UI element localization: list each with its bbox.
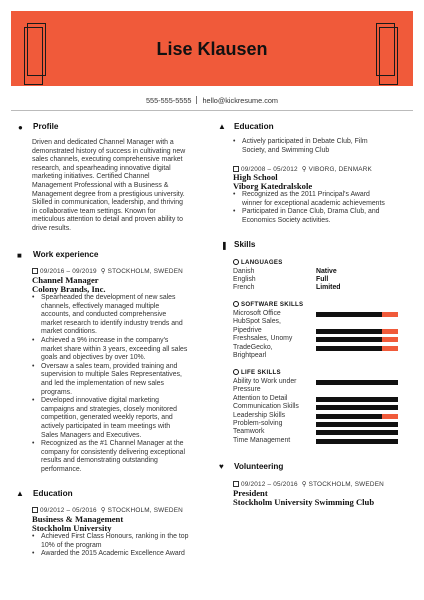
skill-level-fill bbox=[316, 397, 398, 402]
calendar-icon bbox=[32, 268, 38, 274]
skill-level-fill bbox=[316, 439, 398, 444]
skill-level-fill bbox=[316, 422, 398, 427]
education-title: Education bbox=[33, 489, 73, 498]
info-icon bbox=[233, 301, 239, 307]
profile-line: marketing initiatives. Certified Channel bbox=[32, 173, 150, 181]
location-pin-icon: ⚲ bbox=[100, 268, 106, 275]
education-meta bbox=[32, 506, 183, 514]
volunteering-role: President bbox=[233, 488, 268, 498]
profile-line: meticulous attention to detail and proven ability to bbox=[32, 216, 183, 224]
skill-name: Brightpearl bbox=[233, 352, 267, 359]
education-dates: 09/2008 – 05/2012 bbox=[241, 166, 298, 173]
list-item: • Participated in Dance Club, Drama Club, and Economics Society activities. bbox=[230, 208, 415, 225]
work-bullets bbox=[29, 294, 219, 474]
skill-level-fill bbox=[316, 414, 382, 419]
skill-level-bar bbox=[316, 439, 398, 444]
candidate-name: Lise Klausen bbox=[156, 39, 268, 59]
location-pin-icon: ⚲ bbox=[301, 166, 307, 173]
education-right-degree: High School bbox=[233, 172, 278, 182]
work-role: Channel Manager bbox=[32, 275, 99, 285]
skill-level-fill bbox=[316, 346, 382, 351]
education-bullets bbox=[29, 533, 219, 559]
skill-name: Pipedrive bbox=[233, 326, 262, 334]
profile-line: Driven and dedicated Channel Manager with a bbox=[32, 139, 174, 146]
calendar-icon bbox=[32, 507, 38, 513]
skill-name: Pressure bbox=[233, 386, 261, 394]
education-right-bullets bbox=[230, 191, 415, 225]
education-title-right: Education bbox=[234, 122, 274, 131]
skill-level-bar bbox=[316, 329, 398, 334]
volunteering-title: Volunteering bbox=[234, 462, 284, 471]
skill-level-fill bbox=[316, 380, 398, 385]
briefcase-icon: ■ bbox=[17, 251, 22, 260]
skill-name: Attention to Detail bbox=[233, 394, 288, 402]
email-address[interactable]: hello@kickresume.com bbox=[202, 96, 278, 105]
graduation-cap-icon: ▲ bbox=[218, 122, 226, 131]
education-degree: Business & Management bbox=[32, 514, 124, 524]
education-location: VIBORG, DENMARK bbox=[308, 166, 372, 173]
skills-icon: ❚ bbox=[221, 241, 228, 250]
life-skills-subtitle: LIFE SKILLS bbox=[233, 369, 281, 376]
education-right-top-bullets bbox=[230, 138, 415, 155]
skill-name: Ability to Work under bbox=[233, 378, 297, 385]
list-item: • Recognized as the 2011 Principal's Award winner for exceptional academic achievements bbox=[230, 191, 415, 208]
language-level: Full bbox=[316, 276, 329, 283]
languages-subtitle: LANGUAGES bbox=[233, 259, 283, 266]
language-name: Danish bbox=[233, 268, 255, 275]
list-item: • Achieved a 9% increase in the company's market share within 3 years, exceeding all sales goals and objectives by over 10%. bbox=[29, 337, 219, 363]
location-pin-icon: ⚲ bbox=[100, 507, 106, 514]
language-level: Native bbox=[316, 268, 337, 275]
list-item: • Developed innovative digital marketing campaigns and strategies, closely monitored competition, generated weekly reports, and actively participated in team meetings with Sales Managers and Executives. bbox=[29, 397, 219, 440]
work-dates: 09/2016 – 09/2019 bbox=[40, 268, 97, 275]
profile-line: sales channels, executing comprehensive market bbox=[32, 156, 183, 164]
skill-level-bar bbox=[316, 312, 398, 317]
work-meta bbox=[32, 267, 183, 275]
info-icon bbox=[233, 259, 239, 265]
list-item: • Achieved First Class Honours, ranking in the top 10% of the program bbox=[29, 533, 219, 550]
header-divider bbox=[11, 110, 413, 111]
profile-line: Skilled in communication, leadership, and thriving bbox=[32, 199, 183, 207]
volunteering-location: STOCKHOLM, SWEDEN bbox=[308, 481, 384, 488]
skill-level-bar bbox=[316, 422, 398, 427]
location-pin-icon: ⚲ bbox=[301, 481, 307, 488]
heart-icon: ♥ bbox=[219, 462, 224, 471]
list-item: • Actively participated in Debate Club, Film Society, and Swimming Club bbox=[230, 138, 415, 155]
list-item: • Spearheaded the development of new sales channels, effectively managed multiple accounts, and conducted comprehensive market research to identify industry trends and market conditions. bbox=[29, 294, 219, 337]
list-item: • Recognized as the #1 Channel Manager at the company for consistently delivering exceptional results and demonstrating outstanding performance. bbox=[29, 440, 219, 474]
skill-level-fill bbox=[316, 405, 398, 410]
work-company: Colony Brands, Inc. bbox=[32, 284, 106, 294]
education-right-school: Viborg Katedralskole bbox=[233, 181, 313, 191]
skill-level-fill bbox=[316, 329, 382, 334]
skill-level-bar bbox=[316, 405, 398, 410]
calendar-icon bbox=[233, 481, 239, 487]
skill-level-fill bbox=[316, 430, 398, 435]
work-location: STOCKHOLM, SWEDEN bbox=[107, 268, 183, 275]
language-level: Limited bbox=[316, 284, 341, 291]
skill-name: Time Management bbox=[233, 436, 291, 444]
list-item: • Oversaw a sales team, provided training and supervision to multiple Sales Representatives, and led the implementation of new sales programs. bbox=[29, 363, 219, 397]
skill-level-fill bbox=[316, 312, 382, 317]
profile-text bbox=[32, 139, 217, 234]
phone-number: 555-555-5555 bbox=[146, 96, 192, 105]
skill-level-fill bbox=[316, 337, 382, 342]
skill-level-bar bbox=[316, 380, 398, 385]
contact-separator bbox=[196, 96, 197, 104]
skill-name: Freshsales, Unomy bbox=[233, 335, 293, 343]
volunteering-dates: 09/2012 – 05/2016 bbox=[241, 481, 298, 488]
education-location: STOCKHOLM, SWEDEN bbox=[107, 507, 183, 514]
profile-line: demonstrated history of success in cultivating new bbox=[32, 147, 186, 155]
graduation-cap-icon: ▲ bbox=[16, 489, 24, 498]
person-icon: ● bbox=[18, 123, 23, 132]
skill-name: Communication Skills bbox=[233, 403, 299, 411]
header-banner bbox=[11, 11, 413, 86]
education-school: Stockholm University bbox=[32, 523, 112, 533]
skill-name: HubSpot Sales, bbox=[233, 318, 281, 326]
skill-name: Microsoft Office bbox=[233, 310, 281, 317]
profile-line: Management degree from a prestigious university. bbox=[32, 190, 185, 198]
language-name: English bbox=[233, 276, 256, 283]
volunteering-org: Stockholm University Swimming Club bbox=[233, 497, 375, 507]
skill-level-bar bbox=[316, 346, 398, 351]
skill-name: Leadership Skills bbox=[233, 411, 286, 419]
skill-level-bar bbox=[316, 430, 398, 435]
skill-level-bar bbox=[316, 397, 398, 402]
profile-line: in collaborative team settings. Known for bbox=[32, 207, 156, 215]
volunteering-meta bbox=[233, 480, 384, 488]
skills-title: Skills bbox=[234, 240, 256, 249]
skill-level-bar bbox=[316, 337, 398, 342]
skill-name: Problem-solving bbox=[233, 420, 283, 427]
software-skills-subtitle: SOFTWARE SKILLS bbox=[233, 301, 303, 308]
list-item: • Awarded the 2015 Academic Excellence Award bbox=[29, 550, 219, 559]
profile-line: drive results. bbox=[32, 224, 72, 232]
skill-name: TradeGecko, bbox=[233, 343, 273, 351]
profile-line: Management Professional with a Business & bbox=[32, 181, 169, 189]
contact-line bbox=[0, 96, 424, 105]
profile-title: Profile bbox=[33, 122, 59, 131]
skill-level-bar bbox=[316, 414, 398, 419]
skill-name: Teamwork bbox=[233, 428, 265, 436]
work-experience-title: Work experience bbox=[33, 250, 99, 259]
profile-line: research, and spearheading innovative digital bbox=[32, 164, 171, 172]
education-dates: 09/2012 – 05/2016 bbox=[40, 507, 97, 514]
info-icon bbox=[233, 369, 239, 375]
language-name: French bbox=[233, 284, 255, 291]
